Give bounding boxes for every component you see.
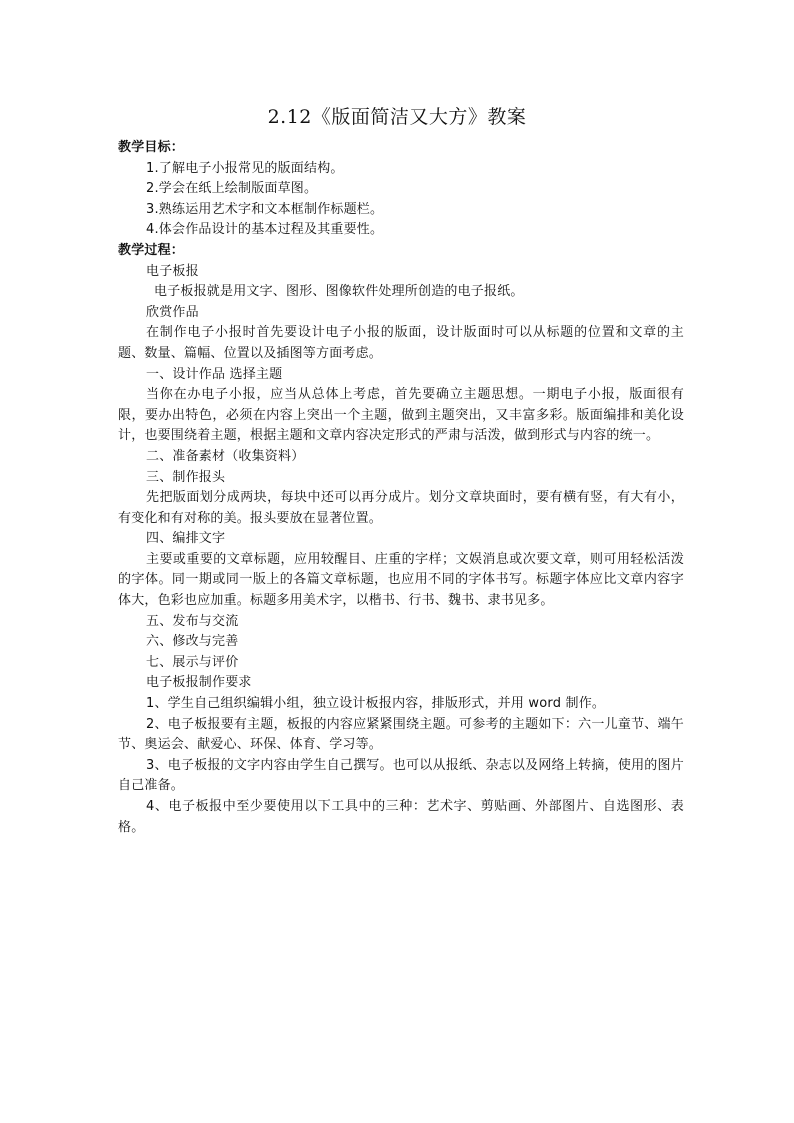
- paragraph: 在制作电子小报时首先要设计电子小报的版面，设计版面时可以从标题的位置和文章的主题、数量、篇幅、位置以及插图等方面考虑。: [118, 325, 684, 361]
- section-heading: 五、发布与交流: [146, 613, 239, 629]
- section-label: 欣赏作品: [146, 304, 199, 320]
- paragraph: 当你在办电子小报，应当从总体上考虑，首先要确立主题思想。一期电子小报，版面很有限，要办出特色，必须在内容上突出一个主题，做到主题突出，又丰富多彩。版面编排和美化设计，也要围绕着主题，根据主题和文章内容决定形式的严肃与活泼，做到形式与内容的统一。: [118, 387, 684, 444]
- process-heading: 教学过程：: [118, 242, 185, 258]
- document-body: [118, 138, 684, 838]
- requirement-item: 4、电子板报中至少要使用以下工具中的三种：艺术字、剪贴画、外部图片、自选图形、表格。: [118, 799, 684, 835]
- goal-item: 3.熟练运用艺术字和文本框制作标题栏。: [146, 201, 384, 217]
- requirement-item: 2、电子板报要有主题，板报的内容应紧紧围绕主题。可参考的主题如下：六一儿童节、端午节、奥运会、献爱心、环保、体育、学习等。: [118, 716, 684, 753]
- paragraph: 先把版面划分成两块，每块中还可以再分成片。划分文章块面时，要有横有竖，有大有小，有变化和有对称的美。报头要放在显著位置。: [118, 490, 684, 526]
- section-heading: 七、展示与评价: [146, 654, 239, 670]
- section-heading: 二、准备素材（收集资料）: [146, 448, 305, 464]
- goals-heading: 教学目标：: [118, 140, 185, 155]
- section-label: 电子板报: [146, 263, 199, 279]
- paragraph: 电子板报就是用文字、图形、图像软件处理所创造的电子报纸。: [154, 284, 524, 300]
- document-title: 2.12《版面简洁又大方》教案: [267, 106, 527, 128]
- goal-item: 2.学会在纸上绘制版面草图。: [146, 181, 318, 197]
- goal-item: 4.体会作品设计的基本过程及其重要性。: [146, 222, 384, 238]
- section-heading: 一、设计作品 选择主题: [146, 366, 283, 382]
- section-heading: 三、制作报头: [146, 469, 226, 485]
- goal-item: 1.了解电子小报常见的版面结构。: [146, 160, 344, 176]
- requirement-item: 3、电子板报的文字内容由学生自己撰写。也可以从报纸、杂志以及网络上转摘，使用的图片自己准备。: [118, 757, 684, 794]
- paragraph: 主要或重要的文章标题，应用较醒目、庄重的字样；文娱消息或次要文章，则可用轻松活泼的字体。同一期或同一版上的各篇文章标题，也应用不同的字体书写。标题字体应比文章内容字体大，色彩也应加重。标题多用美术字，以楷书、行书、魏书、隶书见多。: [118, 551, 684, 609]
- section-label: 电子板报制作要求: [146, 675, 252, 691]
- requirement-item: 1、学生自己组织编辑小组，独立设计板报内容，排版形式，并用 word 制作。: [146, 696, 606, 712]
- section-heading: 四、编排文字: [146, 531, 226, 547]
- section-heading: 六、修改与完善: [146, 634, 239, 650]
